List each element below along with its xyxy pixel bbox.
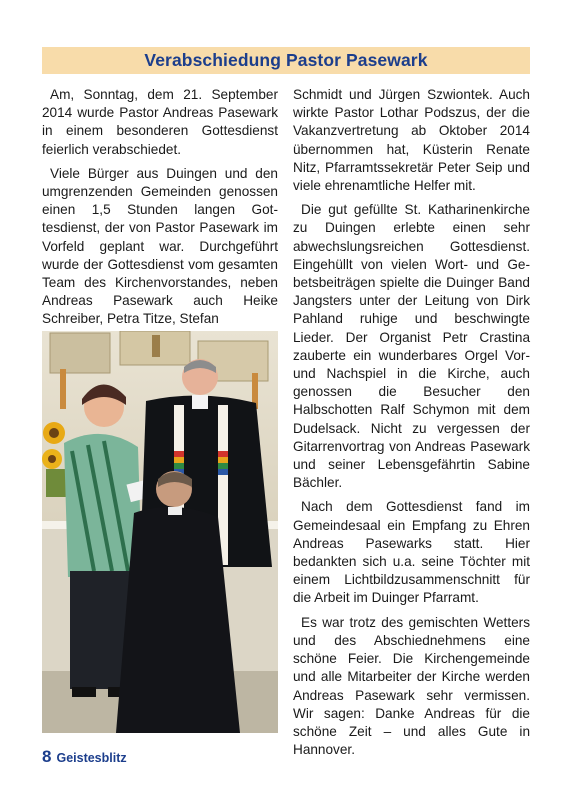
paragraph-reception: Nach dem Gottesdienst fand im Gemeindesaal ein Empfang zu Ehren Andreas Pasewarks statt. Hier bedankten sich u.a. seine Töchter mit einem Lichtbildzusammenschnitt für die Arbeit im Duinger Pfarramt. xyxy=(293,499,530,606)
paragraph-team: Schmidt und Jürgen Szwiontek. Auch wirkte Pastor Lothar Podszus, der die Vakanzvertretung ab Oktober 2014 übernommen hat, Küsterin Renate Nitz, Pfarramtssekretär Peter Seip und viele ehrenamtliche Helfer mit. xyxy=(293,87,530,194)
page-footer xyxy=(42,747,127,767)
right-column xyxy=(293,86,530,765)
title-banner xyxy=(42,47,530,74)
service-photo xyxy=(42,331,278,733)
article-title: Verabschiedung Pastor Pasewark xyxy=(144,50,428,70)
paragraph-service: Viele Bürger aus Duingen und den umgrenzenden Gemeinden genossen einen 1,5 Stunden langen Gottesdienst, der von Pastor Pasewark im Vorfeld geplant war. Durchgeführt wurde der Gottesdienst vom gesamten Team des Kirchenvorstandes, neben Andreas Pasewark auch Heike Schreiber, Petra Titze, Stefan xyxy=(42,165,278,327)
publication-name: Geistesblitz xyxy=(56,751,127,765)
paragraph-music: Die gut gefüllte St. Katharinenkirche zu Duingen erlebte einen sehr abwechslungsreichen Gottesdienst. Eingehüllt von vielen Wort- und Gebetsbeiträgen spielte die Duinger Band Jangsters unter der Leitung von Dirk Pahland ruhige und beschwingte Lieder. Der Organist Petr Crastina zauberte ein wunderbares Orgel Vor- und Nachspiel in die Kirche, auch genossen die Besucher den Halbschotten Ralf Schymon mit dem Dudelsack. Nicht zu vergessen der Gitarrenvortrag von Andreas Pasewark und seiner Lebensgefährtin Sabine Bächler. xyxy=(293,202,530,491)
paragraph-intro: Am, Sonntag, dem 21. September 2014 wurde Pastor Andreas Pasewark in einem besonderen Gottesdienst feierlich verabschiedet. xyxy=(42,87,278,157)
left-column xyxy=(42,86,278,335)
paragraph-farewell: Es war trotz des gemischten Wetters und des Abschiednehmens eine schöne Feier. Die Kirchengemeinde und alle Mitarbeiter der Kirche werden Andreas Pasewark sehr vermissen. Wir sagen: Danke Andreas für die schöne Zeit – und alles Gute in Hannover. xyxy=(293,614,530,758)
page-number: 8 xyxy=(42,747,52,766)
